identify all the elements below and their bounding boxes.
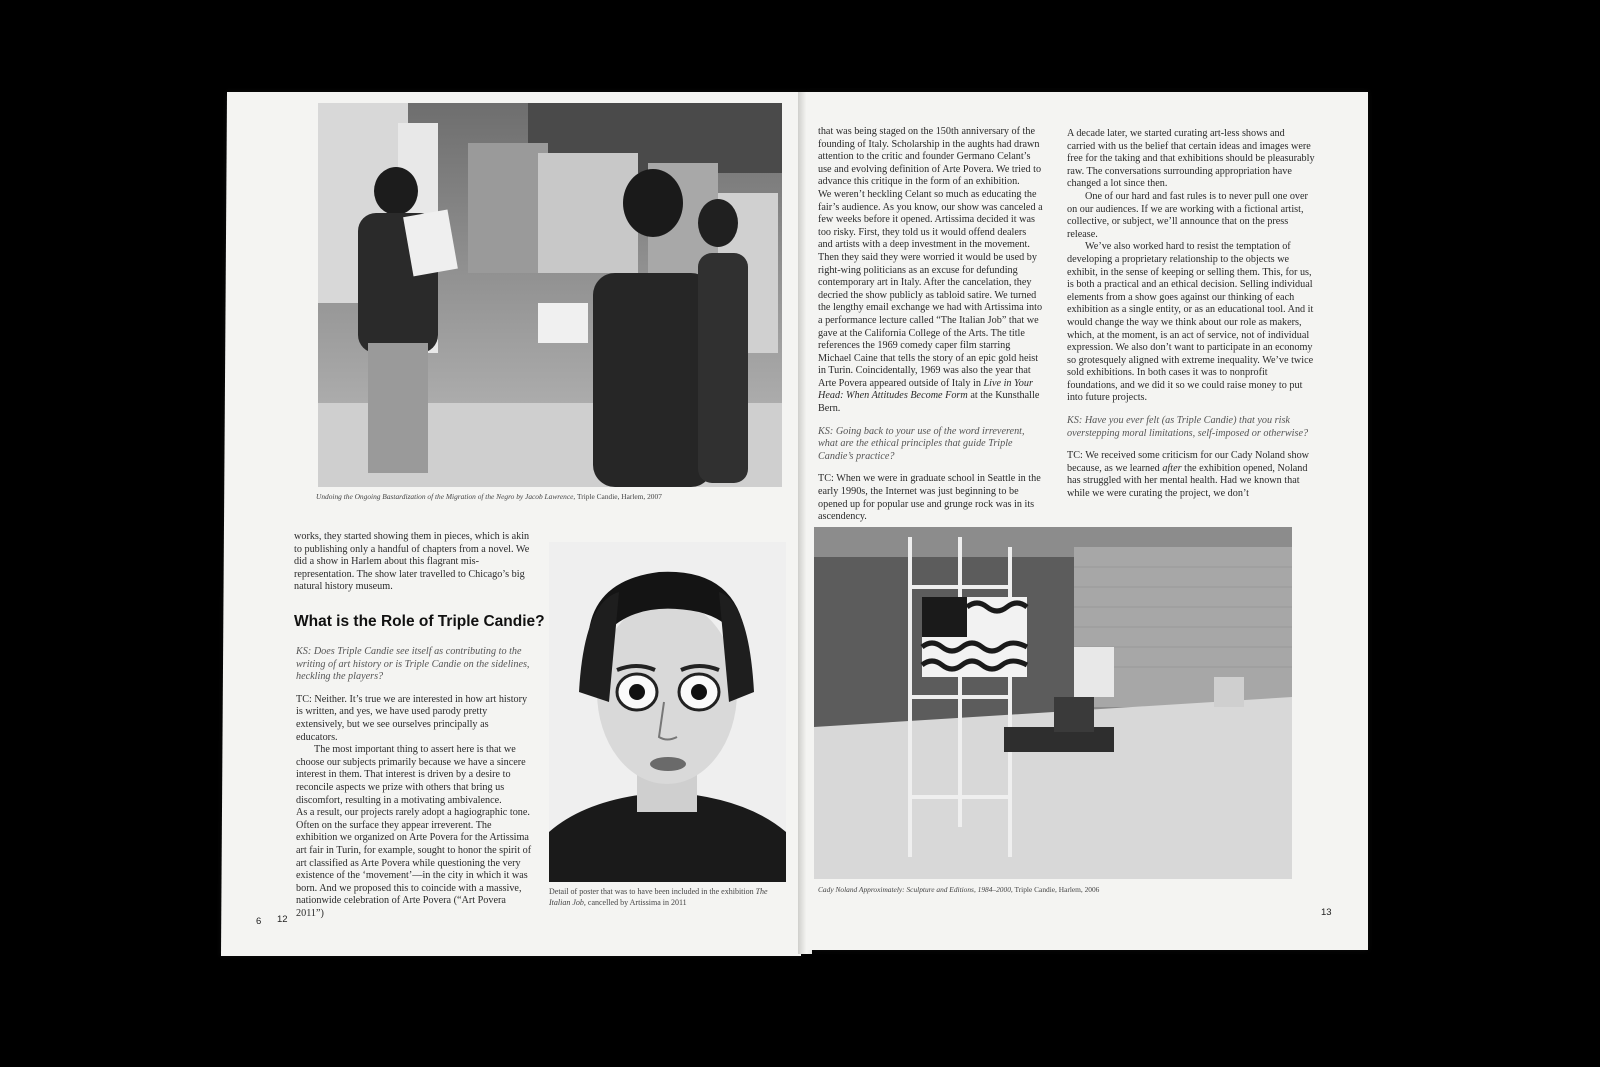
page-number-right: 13: [1321, 907, 1332, 918]
col2-paragraph-2: One of our hard and fast rules is to never pull one over on our audiences. If we are working with a fictional artist, collective, or subject, we’ll announce that on the press release.: [1067, 190, 1308, 240]
top-photo-caption: [316, 491, 786, 502]
col1-answer: TC: When we were in graduate school in Seattle in the early 1990s, the Internet was just beginning to be opened up for popular use and grunge rock was in its ascendency.: [818, 473, 1041, 523]
col1-paragraph-2a: We weren’t heckling Celant so much as educating the fair’s audience. As you know, our show was canceled a few weeks before it opened. Artissima decided it was too risky. First, they told us it would offend dealers and artists with a deep investment in the movement. Then they said they were worried it would be used by right-wing politicians as an excuse for defunding contemporary art in Italy. After the cancelation, they decried the show publicly as tabloid satire. We turned the lengthy email exchange we had with Artissima into a performance lecture called “The Italian Job” that we gave at the California College of the Arts. The title references the 1969 comedy caper film starring Michael Caine that tells the story of an epic gold heist in Turin. Coincidentally, 1969 was also the year that Arte Povera appeared outside of Italy in: [818, 188, 1043, 389]
col1-paragraph-2-italic: Live in Your Head: When Attitudes Become Form: [818, 377, 1033, 402]
col1-question: KS: Going back to your use of the word irreverent, what are the ethical principles that guide Triple Candie’s practice?: [818, 425, 1025, 462]
page-number-outer: 6: [256, 916, 262, 927]
bottom-caption-italic: Cady Noland Approximately: Sculpture and Editions, 1984–2000: [818, 885, 1011, 894]
portrait-caption: [549, 886, 789, 908]
col2-answer-b: the exhibition opened, Noland has struggled with her mental health. Had we known that while we were curating the project, we don’t: [1067, 462, 1308, 500]
col2-answer-a: TC: We received some criticism for our Cady Noland show because, as we learned: [1067, 450, 1310, 474]
answer-paragraph-2: The most important thing to assert here is that we choose our subjects primarily because we have a sincere interest in them. That interest is driven by a desire to reconcile aspects we prize with others that bring us discomfort, resulting in a motivating ambivalence.: [296, 744, 526, 806]
col1-paragraph-2b: at the Kunsthalle Bern.: [818, 390, 1040, 415]
col2-question: KS: Have you ever felt (as Triple Candie) that you risk overstepping moral limitations, self-imposed or otherwise?: [1067, 415, 1309, 439]
col2-paragraph-1: A decade later, we started curating art-less shows and carried with us the belief that certain ideas and images were free for the taking and that exhibitions should be pleasurably raw. The conversations surrounding appropriation have changed a lot since then.: [1067, 128, 1315, 190]
right-column-1: [818, 126, 1043, 524]
bottom-caption-rest: , Triple Candie, Harlem, 2006: [1010, 885, 1100, 894]
right-column-2: [1067, 128, 1315, 501]
page-number-left: 12: [277, 914, 288, 925]
section-heading: What is the Role of Triple Candie?: [294, 613, 545, 630]
portrait-caption-part1: Detail of poster that was to have been included in the exhibition: [549, 887, 756, 896]
photo-gallery-installation-icon: [814, 527, 1292, 879]
col1-paragraph-1: that was being staged on the 150th anniversary of the founding of Italy. Scholarship in the aughts had drawn attention to the critic and founder Germano Celant’s use and evolving definition of Arte Povera. We tried to advance this critique in the form of an exhibition.: [818, 126, 1042, 188]
bottom-photo-caption: [818, 884, 1288, 895]
portrait-caption-part2: , cancelled by Artissima in 2011: [583, 898, 687, 907]
col2-paragraph-3: We’ve also worked hard to resist the temptation of developing a proprietary relationship to the objects we exhibit, in the sense of keeping or selling them. This, for us, is both a practical and an ethical decision. Selling individual elements from a show goes against our thinking of each exhibition as a single entity, or as an educational tool. And it would change the way we think about our role as makers, which, at the moment, is an act of service, not of individual expression. We also don’t want to participate in an economy so grotesquely aligned with extreme inequality. We’ve twice sold exhibitions. In both cases it was to nonprofit foundations, and we did it so we could raise money to put into future projects.: [1067, 241, 1314, 404]
caption-rest: , Triple Candie, Harlem, 2007: [573, 492, 662, 501]
intro-paragraph: works, they started showing them in pieces, which is akin to publishing only a handful of chapters from a novel. We did a show in Harlem about this flagrant mis-representation. The show later travelled to Chicago’s big natural history museum.: [294, 531, 530, 593]
answer-paragraph-3: As a result, our projects rarely adopt a hagiographic tone. Often on the surface they appear irreverent. The exhibition we organized on Arte Povera for the Artissima art fair in Turin, for example, sought to honor the spirit of art classified as Arte Povera while questioning the very existence of the ‘movement’—in the city in which it was born. And we proposed this to coincide with a massive, nationwide celebration of Arte Povera (“Art Povera 2011”): [296, 807, 532, 919]
col2-answer-italic: after: [1162, 462, 1182, 474]
intro-text: [294, 531, 534, 594]
portrait-poster-icon: [549, 542, 786, 882]
portrait-caption-italic: The Italian Job: [549, 887, 768, 907]
left-article-body: [296, 646, 532, 920]
interview-question: KS: Does Triple Candie see itself as contributing to the writing of art history or is Triple Candie on the sidelines, heckling the players?: [296, 646, 530, 683]
answer-paragraph-1: TC: Neither. It’s true we are interested in how art history is written, and yes, we have used parody pretty extensively, but we see ourselves principally as educators.: [296, 693, 528, 743]
caption-italic: Undoing the Ongoing Bastardization of the Migration of the Negro by Jacob Lawrence: [316, 492, 574, 501]
photo-children-sketching-icon: [318, 103, 782, 487]
